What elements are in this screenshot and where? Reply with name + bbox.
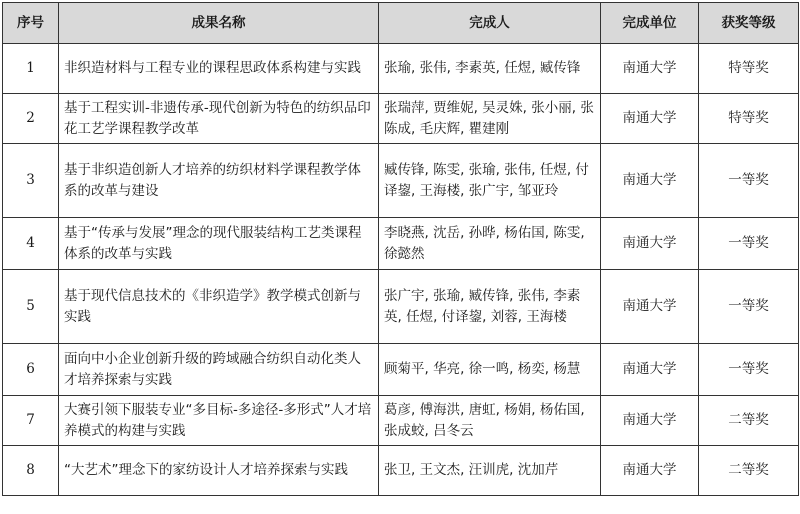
- achievement-title: 基于现代信息技术的《非织造学》教学模式创新与实践: [59, 270, 379, 344]
- header-unit: 完成单位: [601, 3, 699, 44]
- row-number: 7: [3, 396, 59, 446]
- award-level: 二等奖: [699, 396, 799, 446]
- table-row: [3, 44, 799, 94]
- header-people: 完成人: [379, 3, 601, 44]
- contributors: 张瑜, 张伟, 李素英, 任煜, 臧传锋: [379, 44, 601, 94]
- award-level: 一等奖: [699, 344, 799, 396]
- row-number: 5: [3, 270, 59, 344]
- contributors: 李晓燕, 沈岳, 孙晔, 杨佑国, 陈雯, 徐懿然: [379, 218, 601, 270]
- unit: 南通大学: [601, 94, 699, 144]
- row-number: 2: [3, 94, 59, 144]
- award-level: 一等奖: [699, 270, 799, 344]
- achievement-title: “大艺术”理念下的家纺设计人才培养探索与实践: [59, 446, 379, 496]
- award-level: 二等奖: [699, 446, 799, 496]
- unit: 南通大学: [601, 446, 699, 496]
- achievement-title: 基于非织造创新人才培养的纺织材料学课程教学体系的改革与建设: [59, 144, 379, 218]
- header-row: [3, 3, 799, 44]
- row-number: 3: [3, 144, 59, 218]
- contributors: 葛彦, 傅海洪, 唐虹, 杨娟, 杨佑国, 张成蛟, 吕冬云: [379, 396, 601, 446]
- achievement-title: 基于“传承与发展”理念的现代服装结构工艺类课程体系的改革与实践: [59, 218, 379, 270]
- header-level: 获奖等级: [699, 3, 799, 44]
- achievement-title: 大赛引领下服装专业“多目标-多途径-多形式”人才培养模式的构建与实践: [59, 396, 379, 446]
- table-row: [3, 144, 799, 218]
- award-level: 一等奖: [699, 144, 799, 218]
- contributors: 张瑞萍, 贾维妮, 吴灵姝, 张小丽, 张陈成, 毛庆辉, 瞿建刚: [379, 94, 601, 144]
- contributors: 张卫, 王文杰, 汪训虎, 沈加芹: [379, 446, 601, 496]
- table-row: [3, 344, 799, 396]
- row-number: 6: [3, 344, 59, 396]
- unit: 南通大学: [601, 396, 699, 446]
- awards-table: [2, 2, 799, 496]
- unit: 南通大学: [601, 218, 699, 270]
- table-row: [3, 446, 799, 496]
- header-no: 序号: [3, 3, 59, 44]
- unit: 南通大学: [601, 144, 699, 218]
- award-level: 特等奖: [699, 44, 799, 94]
- unit: 南通大学: [601, 270, 699, 344]
- award-level: 特等奖: [699, 94, 799, 144]
- header-title: 成果名称: [59, 3, 379, 44]
- award-level: 一等奖: [699, 218, 799, 270]
- table-row: [3, 270, 799, 344]
- achievement-title: 非织造材料与工程专业的课程思政体系构建与实践: [59, 44, 379, 94]
- contributors: 顾菊平, 华亮, 徐一鸣, 杨奕, 杨慧: [379, 344, 601, 396]
- unit: 南通大学: [601, 44, 699, 94]
- achievement-title: 基于工程实训-非遗传承-现代创新为特色的纺织品印花工艺学课程教学改革: [59, 94, 379, 144]
- contributors: 臧传锋, 陈雯, 张瑜, 张伟, 任煜, 付译鋆, 王海楼, 张广宇, 邹亚玲: [379, 144, 601, 218]
- row-number: 8: [3, 446, 59, 496]
- row-number: 4: [3, 218, 59, 270]
- table-row: [3, 396, 799, 446]
- row-number: 1: [3, 44, 59, 94]
- contributors: 张广宇, 张瑜, 臧传锋, 张伟, 李素英, 任煜, 付译鋆, 刘蓉, 王海楼: [379, 270, 601, 344]
- achievement-title: 面向中小企业创新升级的跨域融合纺织自动化类人才培养探索与实践: [59, 344, 379, 396]
- table-row: [3, 94, 799, 144]
- table-row: [3, 218, 799, 270]
- unit: 南通大学: [601, 344, 699, 396]
